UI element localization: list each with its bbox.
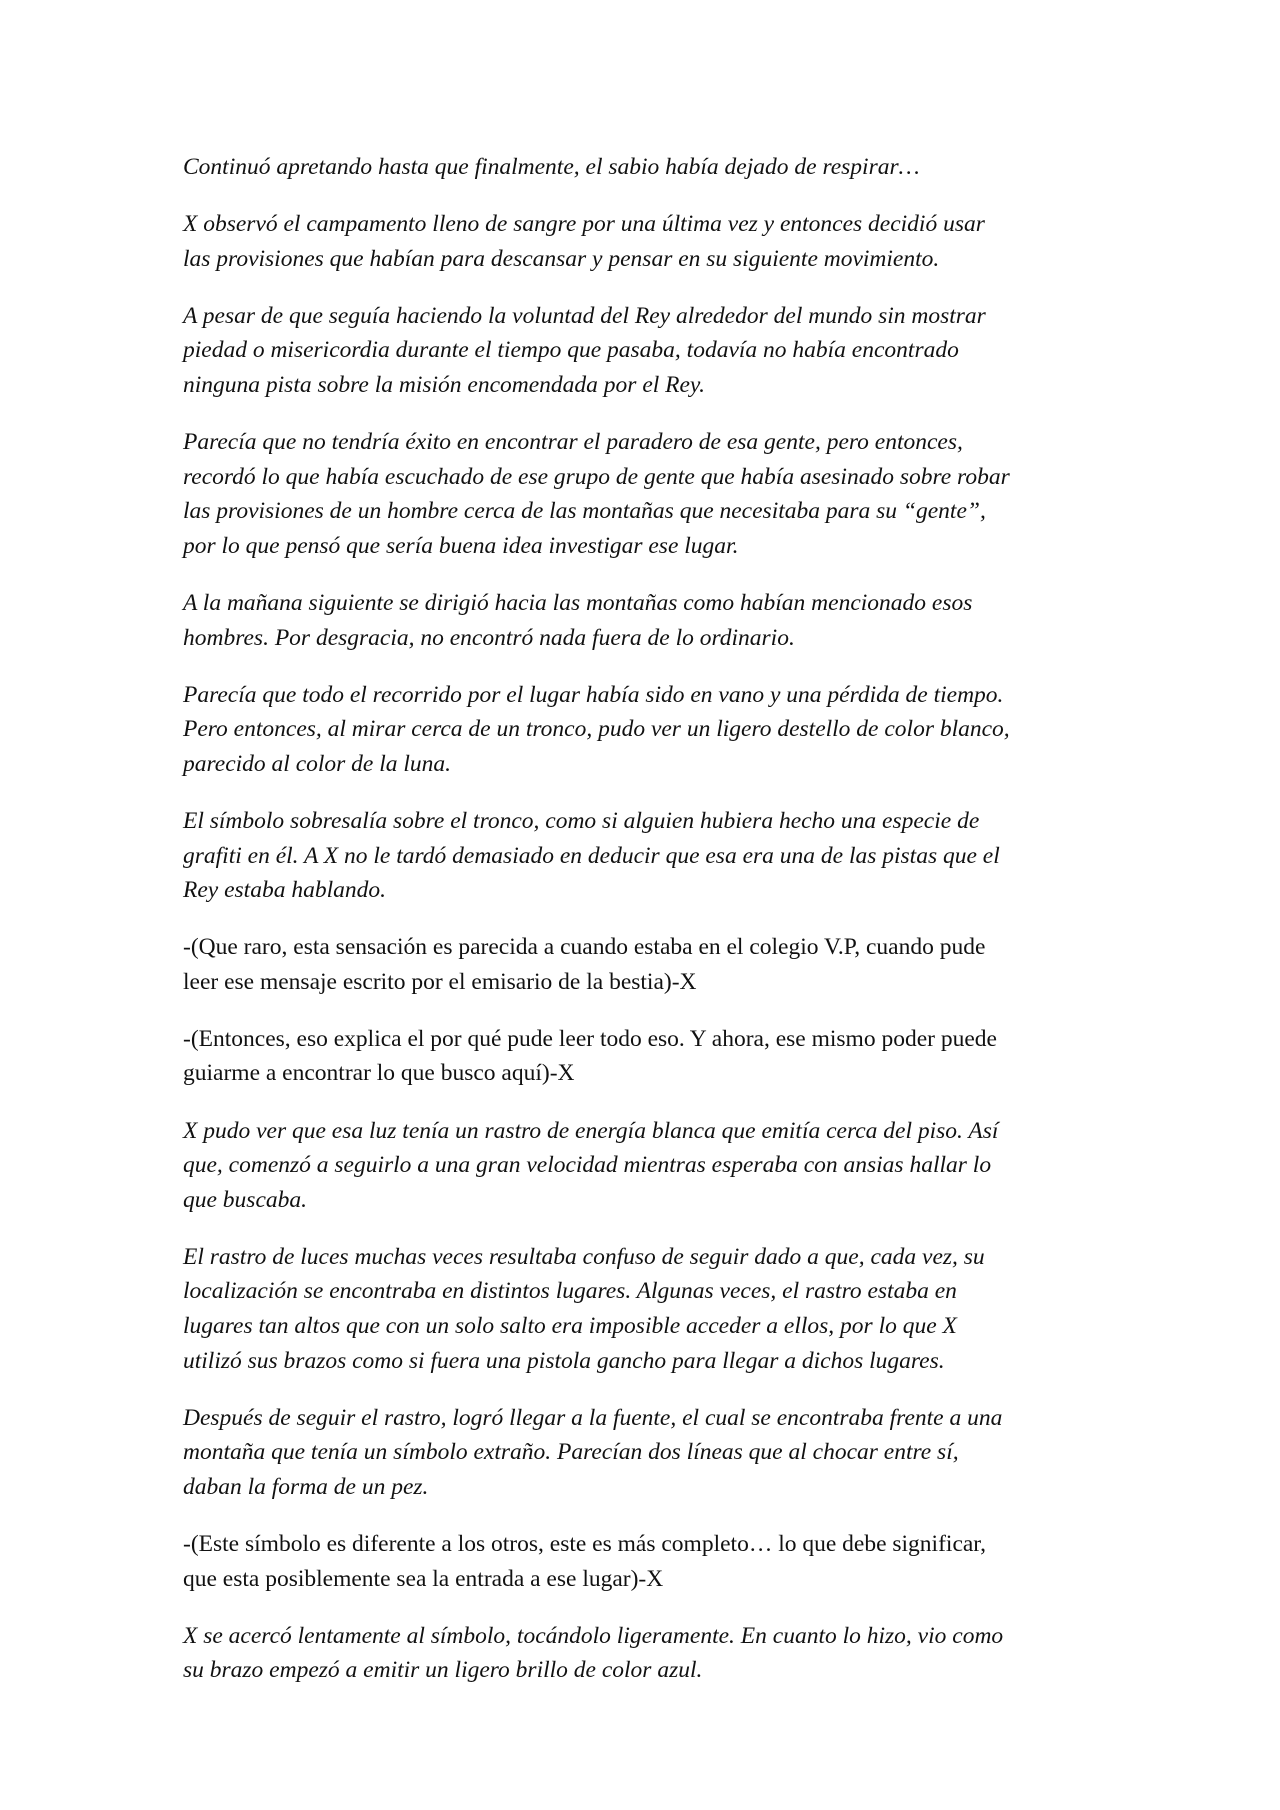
text-line: piedad o misericordia durante el tiempo que pasaba, todavía no había encontrado	[183, 337, 959, 364]
text-line: su brazo empezó a emitir un ligero brillo de color azul.	[183, 1657, 703, 1684]
text-line: que buscaba.	[183, 1186, 308, 1213]
document-page	[183, 150, 1143, 1710]
text-line: hombres. Por desgracia, no encontró nada fuera de lo ordinario.	[183, 624, 795, 651]
narrative-paragraph	[183, 678, 1143, 782]
text-line: guiarme a encontrar lo que busco aquí)-X	[183, 1060, 575, 1087]
narrative-paragraph	[183, 425, 1143, 563]
text-line: utilizó sus brazos como si fuera una pistola gancho para llegar a dichos lugares.	[183, 1347, 945, 1374]
dialogue-paragraph	[183, 930, 1143, 999]
narrative-paragraph	[183, 1114, 1143, 1218]
text-line: grafiti en él. A X no le tardó demasiado en deducir que esa era una de las pistas que el	[183, 842, 1000, 869]
narrative-paragraph	[183, 586, 1143, 655]
text-line: X pudo ver que esa luz tenía un rastro de energía blanca que emitía cerca del piso. Así	[183, 1117, 999, 1144]
text-line: -(Entonces, eso explica el por qué pude leer todo eso. Y ahora, ese mismo poder puede	[183, 1025, 997, 1052]
narrative-paragraph	[183, 207, 1143, 276]
text-line: Parecía que no tendría éxito en encontrar el paradero de esa gente, pero entonces,	[183, 429, 963, 456]
text-line: las provisiones de un hombre cerca de las montañas que necesitaba para su “gente”,	[183, 498, 986, 525]
text-line: ninguna pista sobre la misión encomendada por el Rey.	[183, 371, 705, 398]
narrative-paragraph	[183, 299, 1143, 403]
text-line: montaña que tenía un símbolo extraño. Parecían dos líneas que al chocar entre sí,	[183, 1439, 959, 1466]
text-line: El símbolo sobresalía sobre el tronco, como si alguien hubiera hecho una especie de	[183, 807, 980, 834]
text-line: las provisiones que habían para descansar y pensar en su siguiente movimiento.	[183, 245, 940, 272]
text-line: X observó el campamento lleno de sangre por una última vez y entonces decidió usar	[183, 211, 985, 238]
narrative-paragraph	[183, 1240, 1143, 1378]
text-line: Parecía que todo el recorrido por el lugar había sido en vano y una pérdida de tiempo.	[183, 681, 1004, 708]
text-line: por lo que pensó que sería buena idea investigar ese lugar.	[183, 532, 739, 559]
dialogue-paragraph	[183, 1022, 1143, 1091]
text-line: que esta posiblemente sea la entrada a ese lugar)-X	[183, 1565, 664, 1592]
text-line: Pero entonces, al mirar cerca de un tronco, pudo ver un ligero destello de color blanco,	[183, 716, 1010, 743]
text-line: daban la forma de un pez.	[183, 1473, 429, 1500]
text-line: Continuó apretando hasta que finalmente, el sabio había dejado de respirar…	[183, 154, 920, 180]
text-line: -(Que raro, esta sensación es parecida a cuando estaba en el colegio V.P, cuando pude	[183, 934, 986, 961]
text-line: parecido al color de la luna.	[183, 750, 452, 777]
text-line: lugares tan altos que con un solo salto era imposible acceder a ellos, por lo que X	[183, 1313, 957, 1340]
text-line: Rey estaba hablando.	[183, 877, 386, 904]
dialogue-paragraph	[183, 1527, 1143, 1596]
narrative-paragraph	[183, 1401, 1143, 1505]
narrative-paragraph	[183, 1619, 1143, 1688]
text-line: A la mañana siguiente se dirigió hacia las montañas como habían mencionado esos	[183, 589, 973, 616]
text-line: El rastro de luces muchas veces resultaba confuso de seguir dado a que, cada vez, su	[183, 1243, 985, 1270]
text-line: -(Este símbolo es diferente a los otros, este es más completo… lo que debe significar,	[183, 1531, 987, 1557]
text-line: recordó lo que había escuchado de ese grupo de gente que había asesinado sobre robar	[183, 463, 1010, 490]
text-line: X se acercó lentamente al símbolo, tocándolo ligeramente. En cuanto lo hizo, vio como	[183, 1622, 1004, 1649]
narrative-paragraph	[183, 804, 1143, 908]
text-line: que, comenzó a seguirlo a una gran velocidad mientras esperaba con ansias hallar lo	[183, 1152, 992, 1179]
text-line: Después de seguir el rastro, logró llegar a la fuente, el cual se encontraba frente a una	[183, 1404, 1003, 1431]
text-line: A pesar de que seguía haciendo la voluntad del Rey alrededor del mundo sin mostrar	[183, 302, 986, 329]
narrative-paragraph	[183, 150, 1143, 185]
text-line: leer ese mensaje escrito por el emisario de la bestia)-X	[183, 968, 697, 995]
text-line: localización se encontraba en distintos lugares. Algunas veces, el rastro estaba en	[183, 1278, 957, 1305]
